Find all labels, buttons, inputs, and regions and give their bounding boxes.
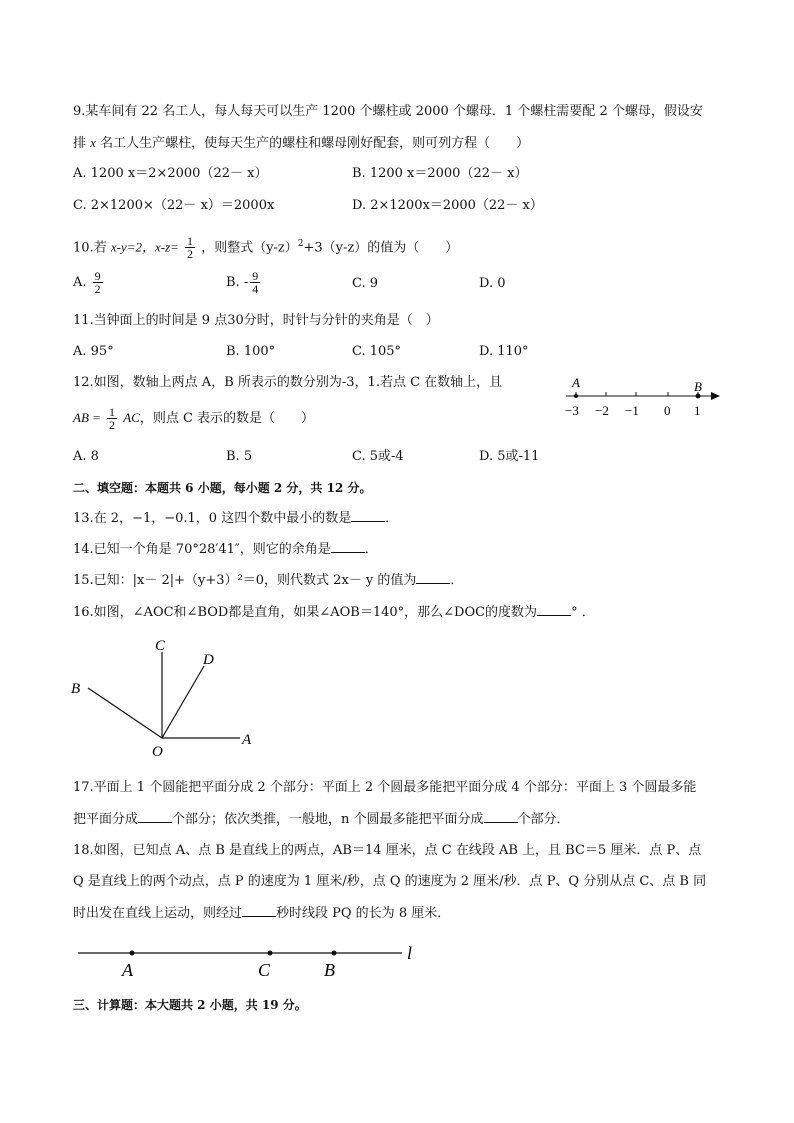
- tick-label-1: 1: [694, 403, 701, 418]
- q18-line2: Q 是直线上的两个动点，点 P 的速度为 1 厘米/秒，点 Q 的速度为 2 厘米/秒．点 P、Q 分别从点 C、点 B 同: [73, 874, 707, 889]
- q12-option-d: D. 5或-11: [479, 449, 540, 464]
- q10-option-c: C. 9: [352, 276, 379, 291]
- label-a: A: [242, 732, 252, 748]
- q17-line2-a: 把平面分成: [73, 812, 139, 827]
- ray-ob: [88, 688, 162, 738]
- q9-line2: [73, 134, 529, 153]
- q10-stem-a: 10.若: [73, 240, 107, 256]
- q15-answer-blank[interactable]: [416, 571, 450, 584]
- q10-option-b: [226, 268, 262, 298]
- label-l: l: [407, 943, 413, 963]
- tick-label-neg1: −1: [625, 403, 639, 418]
- q12-option-a: A. 8: [73, 449, 99, 464]
- q15-end: ．: [450, 573, 464, 588]
- q10-b-den: 4: [252, 282, 259, 296]
- q11-option-b: B. 100°: [226, 344, 276, 359]
- q12-option-b: B. 5: [226, 449, 253, 464]
- number-line-ticks: [576, 392, 698, 396]
- q9-line2-b: 名工人生产螺柱，使每天生产的螺柱和螺母刚好配套，则可列方程（ ）: [100, 136, 530, 151]
- point-b-dot: [332, 951, 337, 956]
- q10-a-num: 9: [94, 269, 101, 283]
- q11-option-c: C. 105°: [352, 344, 402, 359]
- q16: [73, 603, 595, 622]
- point-a-dot: [130, 951, 135, 956]
- section-3-heading: 三、计算题：本大题共 2 小题，共 19 分。: [73, 998, 307, 1012]
- q10-stem-c: +3（y-z）的值为（ ）: [303, 240, 459, 256]
- q12-line1: 12.如图，数轴上两点 A，B 所表示的数分别为-3，1.若点 C 在数轴上，且: [73, 375, 503, 390]
- q11-option-d: D. 110°: [479, 344, 529, 359]
- q18-answer-blank[interactable]: [242, 904, 276, 917]
- q18-line1: 18.如图，已知点 A、点 B 是直线上的两点，AB＝14 厘米，点 C 在线段 AB 上，且 BC＝5 厘米．点 P、点: [73, 843, 702, 858]
- q10-a-den: 2: [94, 282, 101, 296]
- q16-answer-blank[interactable]: [537, 603, 571, 616]
- point-b-dot: [696, 394, 701, 399]
- q18-line3-a: 时出发在直线上运动，则经过: [73, 906, 243, 921]
- q13-stem: 13.在 2，−1，−0.1，0 这四个数中最小的数是: [73, 511, 352, 526]
- tick-label-0: 0: [664, 403, 671, 418]
- q14-answer-blank[interactable]: [331, 540, 365, 553]
- q10-stem-b: ，则整式（y-z）: [201, 240, 298, 256]
- line-segment-figure: [74, 938, 434, 982]
- q16-stem: 16.如图，∠AOC和∠BOD都是直角，如果∠AOB＝140°，那么∠DOC的度数为: [73, 605, 538, 620]
- q10-stem: [73, 229, 458, 263]
- q9-line1: 9.某车间有 22 名工人，每人每天可以生产 1200 个螺柱或 2000 个螺母．1 个螺柱需要配 2 个螺母，假设安: [73, 104, 703, 119]
- q10-exponent: 2: [297, 239, 304, 249]
- q18-line3-b: 秒时线段 PQ 的长为 8 厘米．: [276, 906, 451, 921]
- label-o: O: [152, 744, 163, 760]
- angle-figure: [66, 632, 266, 760]
- q13-end: ．: [385, 511, 399, 526]
- q17-answer-blank-1[interactable]: [138, 810, 172, 823]
- q15: [73, 571, 463, 590]
- q13: [73, 509, 398, 528]
- label-b: B: [71, 681, 81, 697]
- point-a-dot: [574, 394, 578, 398]
- q10-cond: x-y=2，x-z=: [110, 239, 179, 255]
- q10-b-label: B. -: [226, 275, 249, 290]
- q12-line2: [73, 403, 314, 434]
- q17-line1: 17.平面上 1 个圆能把平面分成 2 个部分：平面上 2 个圆最多能把平面分成 4 个部分：平面上 3 个圆最多能: [73, 780, 697, 795]
- number-line-figure: [560, 372, 730, 424]
- q17-answer-blank-2[interactable]: [484, 810, 518, 823]
- q17-line2-c: 个部分．: [517, 812, 570, 827]
- q12-frac-den: 2: [109, 418, 116, 432]
- q10-a-fraction: [93, 270, 103, 295]
- q10-option-a: [73, 268, 105, 298]
- q9-option-d: D. 2×1200x＝2000（22－ x）: [352, 198, 543, 213]
- q11-option-a: A. 95°: [73, 344, 114, 359]
- q17-line2: [73, 810, 570, 829]
- q9-var-x: x: [90, 135, 96, 150]
- q9-option-a: A. 1200 x＝2×2000（22－ x）: [73, 166, 268, 181]
- q14-stem: 14.已知一个角是 70°28′41″，则它的余角是: [73, 542, 331, 557]
- section-2-heading: 二、填空题：本题共 6 小题，每小题 2 分，共 12 分。: [73, 481, 372, 495]
- q15-stem: 15.已知：|x－ 2|+（y+3）²＝0，则代数式 2x－ y 的值为: [73, 573, 417, 588]
- tick-label-neg2: −2: [595, 403, 609, 418]
- label-c: C: [155, 638, 166, 654]
- q10-b-num: 9: [252, 269, 259, 283]
- q10-b-fraction: [250, 270, 260, 295]
- label-a: A: [122, 960, 133, 980]
- label-c: C: [258, 960, 271, 980]
- q10-option-d: D. 0: [479, 276, 506, 291]
- label-d: D: [203, 652, 214, 668]
- q12-eq-right: AC: [123, 410, 140, 425]
- q9-line2-a: 排: [73, 136, 87, 151]
- q14: [73, 540, 378, 559]
- q14-end: ．: [364, 542, 378, 557]
- q12-eq-left: AB =: [73, 410, 101, 425]
- q9-option-c: C. 2×1200×（22－ x）＝2000x: [73, 198, 275, 213]
- q12-fraction: [107, 406, 117, 431]
- tick-label-neg3: −3: [565, 403, 579, 418]
- point-a-label: A: [572, 375, 580, 390]
- q10-fraction: [185, 235, 195, 260]
- q9-option-b: B. 1200 x＝2000（22－ x）: [352, 166, 528, 181]
- q12-line2-text: ，则点 C 表示的数是（ ）: [139, 411, 315, 426]
- arrow-right-icon: [711, 392, 720, 400]
- q11-stem: 11.当钟面上的时间是 9 点30分时，时针与分针的夹角是（ ）: [73, 313, 439, 328]
- q18-line3: [73, 904, 450, 923]
- q10-a-label: A.: [73, 275, 87, 290]
- q17-line2-b: 个部分；依次类推，一般地，n 个圆最多能把平面分成: [172, 812, 484, 827]
- q10-frac-den: 2: [187, 247, 194, 262]
- q16-end: ° ．: [571, 605, 595, 620]
- q12-option-c: C. 5或-4: [352, 449, 404, 464]
- q13-answer-blank[interactable]: [351, 509, 385, 522]
- q10-frac-num: 1: [187, 234, 194, 249]
- label-b: B: [324, 960, 335, 980]
- point-c-dot: [268, 951, 273, 956]
- point-b-label: B: [694, 379, 702, 394]
- ray-od: [162, 666, 204, 738]
- q12-frac-num: 1: [109, 405, 116, 419]
